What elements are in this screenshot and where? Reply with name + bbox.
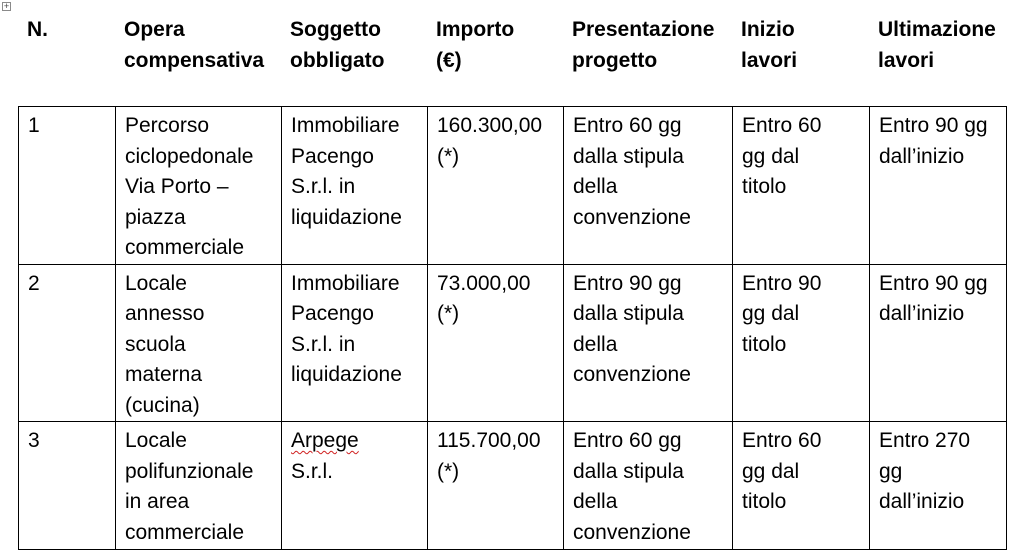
cell-soggetto[interactable]: Immobiliare Pacengo S.r.l. in liquidazione — [282, 264, 428, 422]
cell-presentazione[interactable]: Entro 90 gg dalla stipula della convenzione — [564, 264, 733, 422]
cell-inizio[interactable]: Entro 90 gg dal titolo — [733, 264, 870, 422]
cell-ultimazione[interactable]: Entro 270 gg dall’inizio — [870, 422, 1007, 550]
header-opera: Opera compensativa — [124, 18, 265, 72]
cell-soggetto-rest: S.r.l. — [291, 459, 334, 483]
table-row — [19, 107, 1007, 265]
cell-importo[interactable]: 160.300,00 (*) — [428, 107, 564, 265]
header-importo: Importo (€) — [436, 18, 515, 72]
cell-ultimazione[interactable]: Entro 90 gg dall’inizio — [870, 264, 1007, 422]
header-n: N. — [27, 18, 48, 41]
cell-inizio[interactable]: Entro 60 gg dal titolo — [733, 107, 870, 265]
cell-opera[interactable]: Locale polifunzionale in area commerciale — [116, 422, 282, 550]
cell-n[interactable]: 3 — [19, 422, 116, 550]
header-presentazione: Presentazione progetto — [572, 18, 715, 72]
spellcheck-word[interactable]: Arpege — [291, 429, 359, 452]
cell-importo[interactable]: 115.700,00 (*) — [428, 422, 564, 550]
cell-opera[interactable]: Locale annesso scuola materna (cucina) — [116, 264, 282, 422]
header-ultimazione: Ultimazione lavori — [878, 18, 996, 72]
cell-presentazione[interactable]: Entro 60 gg dalla stipula della convenzione — [564, 107, 733, 265]
table-row — [19, 422, 1007, 550]
cell-inizio[interactable]: Entro 60 gg dal titolo — [733, 422, 870, 550]
header-soggetto: Soggetto obbligato — [290, 18, 385, 72]
header-inizio: Inizio lavori — [741, 18, 798, 72]
cell-presentazione[interactable]: Entro 60 gg dalla stipula della convenzione — [564, 422, 733, 550]
cell-importo[interactable]: 73.000,00 (*) — [428, 264, 564, 422]
cell-soggetto[interactable]: Immobiliare Pacengo S.r.l. in liquidazione — [282, 107, 428, 265]
plus-move-icon[interactable]: + — [3, 1, 10, 11]
table-row — [19, 264, 1007, 422]
cell-n[interactable]: 1 — [19, 107, 116, 265]
cell-opera[interactable]: Percorso ciclopedonale Via Porto – piazza commerciale — [116, 107, 282, 265]
cell-ultimazione[interactable]: Entro 90 gg dall’inizio — [870, 107, 1007, 265]
cell-n[interactable]: 2 — [19, 264, 116, 422]
opere-table — [18, 106, 1007, 550]
cell-soggetto[interactable] — [282, 422, 428, 550]
